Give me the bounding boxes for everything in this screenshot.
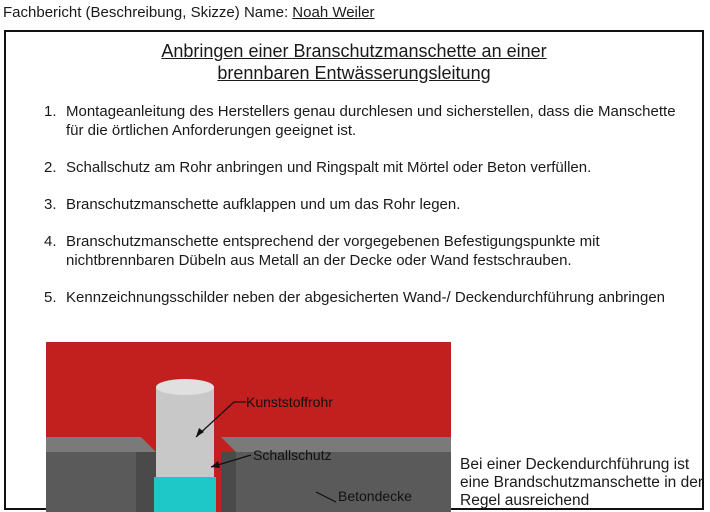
author-name: Noah Weiler bbox=[292, 4, 375, 21]
installation-sketch bbox=[46, 342, 451, 512]
step-text: Kennzeichnungsschilder neben der abgesicherten Wand-/ Deckendurchführung anbringen bbox=[66, 289, 666, 306]
report-frame bbox=[4, 30, 704, 510]
step-item bbox=[44, 195, 684, 214]
step-text: Branschutzmanschette entsprechend der vorgegebenen Befestigungspunkte mit nichtbrennbaren Dübeln aus Metall an der Decke oder Wand festschrauben. bbox=[66, 233, 600, 269]
step-number: 4. bbox=[44, 233, 57, 250]
slab-top-left bbox=[46, 437, 156, 452]
title-line-2: brennbaren Entwässerungsleitung bbox=[217, 63, 491, 83]
page-title bbox=[6, 40, 702, 84]
label-slab: Betondecke bbox=[338, 488, 412, 504]
header-prefix: Fachbericht (Beschreibung, Skizze) Name: bbox=[3, 4, 289, 21]
step-number: 2. bbox=[44, 159, 57, 176]
label-sound: Schallschutz bbox=[253, 447, 332, 463]
step-list bbox=[44, 102, 684, 325]
report-header bbox=[3, 4, 375, 21]
slab-edge-left bbox=[136, 452, 156, 512]
sound-insulation bbox=[154, 477, 216, 512]
label-pipe: Kunststoffrohr bbox=[246, 394, 333, 410]
step-item bbox=[44, 158, 684, 177]
title-line-1: Anbringen einer Branschutzmanschette an einer bbox=[161, 41, 547, 61]
step-item bbox=[44, 232, 684, 270]
step-item bbox=[44, 288, 684, 307]
plastic-pipe bbox=[156, 387, 214, 477]
step-number: 1. bbox=[44, 103, 57, 120]
side-note: Bei einer Deckendurchführung ist eine Brandschutzmanschette in der Regel ausreichend bbox=[460, 456, 703, 509]
step-text: Schallschutz am Rohr anbringen und Ringspalt mit Mörtel oder Beton verfüllen. bbox=[66, 159, 592, 176]
step-text: Montageanleitung des Herstellers genau durchlesen und sicherstellen, dass die Manschette für die örtlichen Anforderungen geeignet ist. bbox=[66, 103, 676, 139]
step-text: Branschutzmanschette aufklappen und um das Rohr legen. bbox=[66, 196, 461, 213]
step-number: 3. bbox=[44, 196, 57, 213]
pipe-top bbox=[156, 379, 214, 395]
step-number: 5. bbox=[44, 289, 57, 306]
step-item bbox=[44, 102, 684, 140]
slab-edge-right bbox=[221, 452, 236, 512]
